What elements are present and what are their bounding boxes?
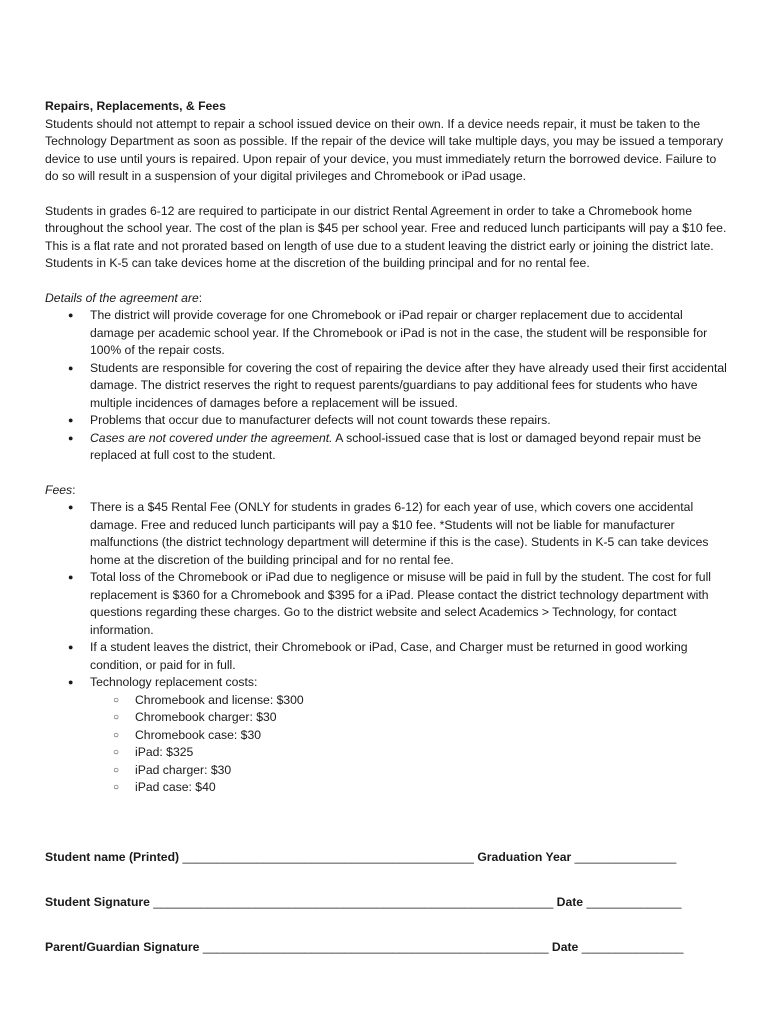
cost-item: ○ iPad: $325	[135, 744, 730, 762]
list-item	[90, 674, 730, 797]
list-item: ● Problems that occur due to manufacturer defects will not count towards these repairs.	[90, 412, 730, 430]
fees-list	[45, 499, 730, 797]
replacement-costs-label: Technology replacement costs:	[90, 675, 258, 689]
fees-label: Fees:	[45, 482, 76, 497]
student-signature-label: Student Signature	[45, 895, 150, 909]
student-date-field[interactable]: ______________	[586, 895, 682, 909]
replacement-costs-list	[90, 692, 730, 797]
repair-policy-paragraph: Students should not attempt to repair a school issued device on their own. If a device needs repair, it must be taken to the Technology Department as soon as possible. If the repair of the device will take multiple days, you may be issued a temporary device to use until yours is repaired. Upon repair of your device, you must immediately return the borrowed device. Failure to do so will result in a suspension of your digital privileges and Chromebook or iPad usage.	[45, 116, 724, 183]
document-body	[45, 98, 730, 797]
cost-item: ○ Chromebook case: $30	[135, 727, 730, 745]
graduation-year-field[interactable]: _______________	[574, 850, 677, 864]
parent-signature-label: Parent/Guardian Signature	[45, 940, 200, 954]
agreement-details-label: Details of the agreement are:	[45, 290, 203, 305]
parent-signature-row	[45, 940, 735, 954]
student-name-label: Student name (Printed)	[45, 850, 180, 864]
graduation-year-label: Graduation Year	[477, 850, 572, 864]
section-title: Repairs, Replacements, & Fees	[45, 99, 226, 113]
list-item: ● Students are responsible for covering the cost of repairing the device after they have already used their first accidental damage. The district reserves the right to request parents/guardians to pay additional fees for students who have multiple incidences of damages before a replacement will be issued.	[90, 360, 730, 413]
student-name-row	[45, 850, 735, 864]
student-name-field[interactable]: ___________________________________________	[182, 850, 474, 864]
cost-item: ○ Chromebook and license: $300	[135, 692, 730, 710]
cost-item: ○ iPad charger: $30	[135, 762, 730, 780]
list-item: ● If a student leaves the district, their Chromebook or iPad, Case, and Charger must be returned in good working condition, or paid for in full.	[90, 639, 730, 674]
rental-agreement-paragraph: Students in grades 6-12 are required to participate in our district Rental Agreement in order to take a Chromebook home throughout the school year. The cost of the plan is $45 per school year. Free and reduced lunch participants will pay a $10 fee. This is a flat rate and not prorated based on length of use due to a student leaving the district early or joining the district late. Students in K-5 can take devices home at the discretion of the building principal and for no rental fee.	[45, 203, 727, 270]
parent-signature-field[interactable]: ___________________________________________________	[202, 940, 549, 954]
cost-item: ○ Chromebook charger: $30	[135, 709, 730, 727]
list-item: ● Cases are not covered under the agreement. A school-issued case that is lost or damaged beyond repair must be replaced at full cost to the student.	[90, 430, 730, 465]
student-signature-field[interactable]: ___________________________________________________________	[153, 895, 554, 909]
date-label: Date	[551, 940, 579, 954]
agreement-list	[45, 307, 730, 465]
list-item: ● The district will provide coverage for one Chromebook or iPad repair or charger replacement due to accidental damage per academic school year. If the Chromebook or iPad is not in the case, the student will be responsible for 100% of the repair costs.	[90, 307, 730, 360]
list-item: ● There is a $45 Rental Fee (ONLY for students in grades 6-12) for each year of use, which covers one accidental damage. Free and reduced lunch participants will pay a $10 fee. *Students will not be liable for manufacturer malfunctions (the district technology department will determine if this is the case). Students in K-5 can take devices home at the discretion of the building principal and for no rental fee.	[90, 499, 730, 569]
list-item: ● Total loss of the Chromebook or iPad due to negligence or misuse will be paid in full by the student. The cost for full replacement is $360 for a Chromebook and $395 for a iPad. Please contact the district technology department with questions regarding these charges. Go to the district website and select Academics > Technology, for contact information.	[90, 569, 730, 639]
student-signature-row	[45, 895, 735, 909]
date-label: Date	[556, 895, 584, 909]
parent-date-field[interactable]: _______________	[581, 940, 684, 954]
cost-item: ○ iPad case: $40	[135, 779, 730, 797]
